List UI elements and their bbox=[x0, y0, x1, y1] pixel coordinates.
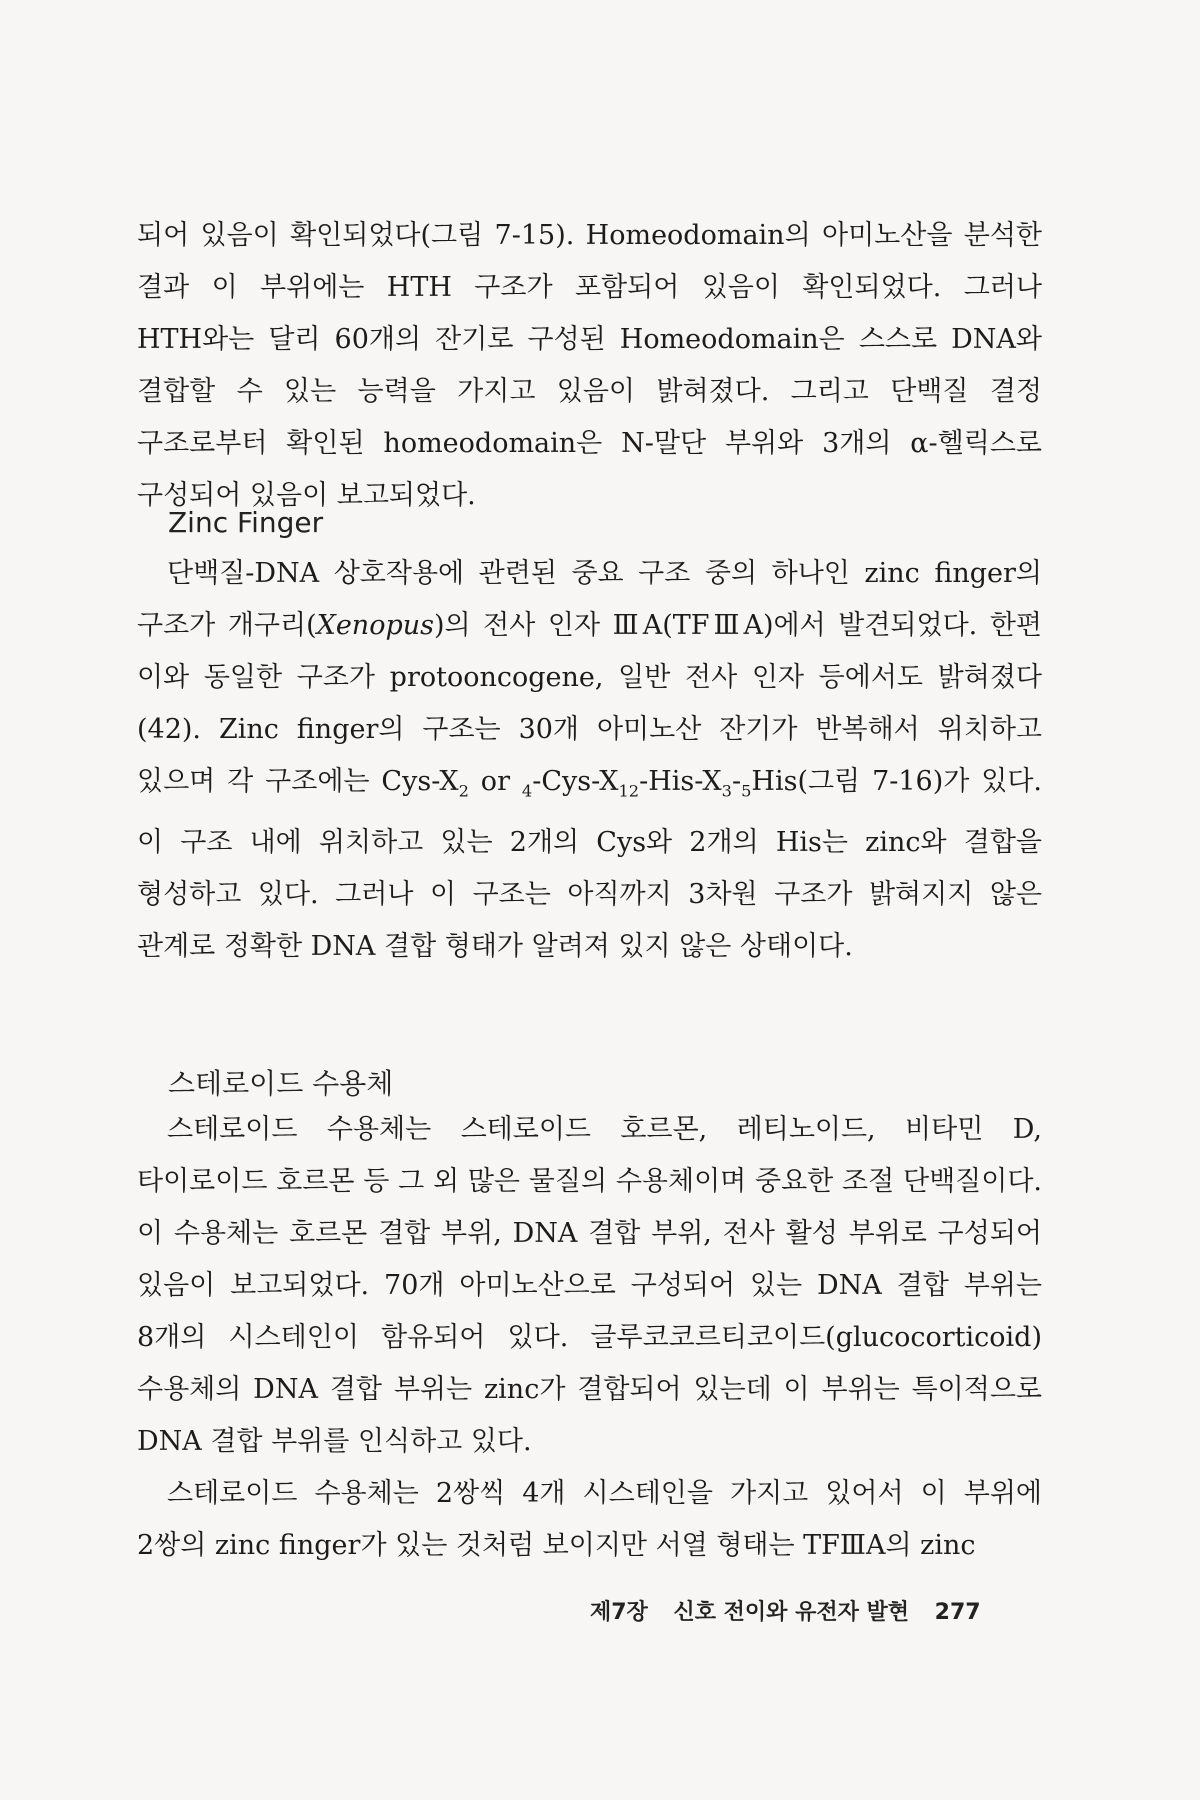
zinc-text-1: 단백질-DNA 상호작용에 관련된 중요 구조 중의 하나인 zinc finger의 구조가 개구리( bbox=[137, 558, 1042, 641]
intro-paragraph: 되어 있음이 확인되었다(그림 7-15). Homeodomain의 아미노산을 분석한 결과 이 부위에는 HTH 구조가 포함되어 있음이 확인되었다. 그러나 HTH와는 달리 60개의 잔기로 구성된 Homeodomain은 스스로 DNA와 결합할 수 있는 능력을 가지고 있음이 밝혀졌다. 그리고 단백질 결정 구조로부터 확인된 homeodomain은 N-말단 부위와 3개의 α-헬릭스로 구성되어 있음이 보고되었다. bbox=[137, 220, 1042, 511]
page-number: 277 bbox=[934, 1600, 981, 1625]
steroid-paragraph-2: 스테로이드 수용체는 2쌍씩 4개 시스테인을 가지고 있어서 이 부위에 2쌍의 zinc finger가 있는 것처럼 보이지만 서열 형태는 TFⅢA의 zinc bbox=[137, 1478, 1042, 1561]
zinc-text-6: - bbox=[731, 766, 742, 797]
steroid-paragraph-1: 스테로이드 수용체는 스테로이드 호르몬, 레티노이드, 비타민 D, 타이로이드 호르몬 등 그 외 많은 물질의 수용체이며 중요한 조절 단백질이다. 이 수용체는 호르몬 결합 부위, DNA 결합 부위, 전사 활성 부위로 구성되어 있음이 보고되었다. 70개 아미노산으로 구성되어 있는 DNA 결합 부위는 8개의 시스테인이 함유되어 있다. 글루코코르티코이드(glucocorticoid) 수용체의 DNA 결합 부위는 zinc가 결합되어 있는데 이 부위는 특이적으로 DNA 결합 부위를 인식하고 있다. bbox=[137, 1114, 1042, 1457]
zinc-text-4: -Cys-X bbox=[532, 766, 619, 797]
steroid-block bbox=[137, 1104, 1042, 1572]
zinc-text-5: -His-X bbox=[639, 766, 722, 797]
zinc-finger-paragraph bbox=[137, 548, 1042, 973]
subscript-5: 5 bbox=[741, 781, 752, 801]
subscript-2: 2 bbox=[458, 781, 469, 801]
intro-paragraph-block bbox=[137, 210, 1042, 522]
subscript-4: 4 bbox=[521, 781, 533, 801]
zinc-finger-block bbox=[137, 548, 1042, 973]
zinc-finger-heading: Zinc Finger bbox=[168, 506, 324, 539]
zinc-text-7: His(그림 7-16)가 있다. 이 구조 내에 위치하고 있는 2개의 Cys와 2개의 His는 zinc와 결합을 형성하고 있다. 그러나 이 구조는 아직까지 3차원 구조가 밝혀지지 않은 관계로 정확한 DNA 결합 형태가 알려져 있지 않은 상태이다. bbox=[137, 766, 1043, 963]
zinc-text-2: )의 전사 인자 ⅢA(TFⅢA)에서 발견되었다. 한편 이와 동일한 구조가 protooncogene, 일반 전사 인자 등에서도 밝혀졌다(42). Zinc finger의 구조는 30개 아미노산 잔기가 반복해서 위치하고 있으며 각 구조에는 Cys-X bbox=[137, 610, 1043, 797]
footer-title: 신호 전이와 유전자 발현 bbox=[673, 1600, 909, 1625]
subscript-12: 12 bbox=[618, 781, 640, 801]
footer-chapter: 제7장 bbox=[590, 1600, 648, 1625]
steroid-heading: 스테로이드 수용체 bbox=[168, 1067, 394, 1100]
page-footer bbox=[590, 1595, 981, 1626]
zinc-text-3: or bbox=[468, 766, 522, 797]
xenopus-italic: Xenopus bbox=[316, 610, 434, 641]
subscript-3: 3 bbox=[721, 781, 732, 801]
